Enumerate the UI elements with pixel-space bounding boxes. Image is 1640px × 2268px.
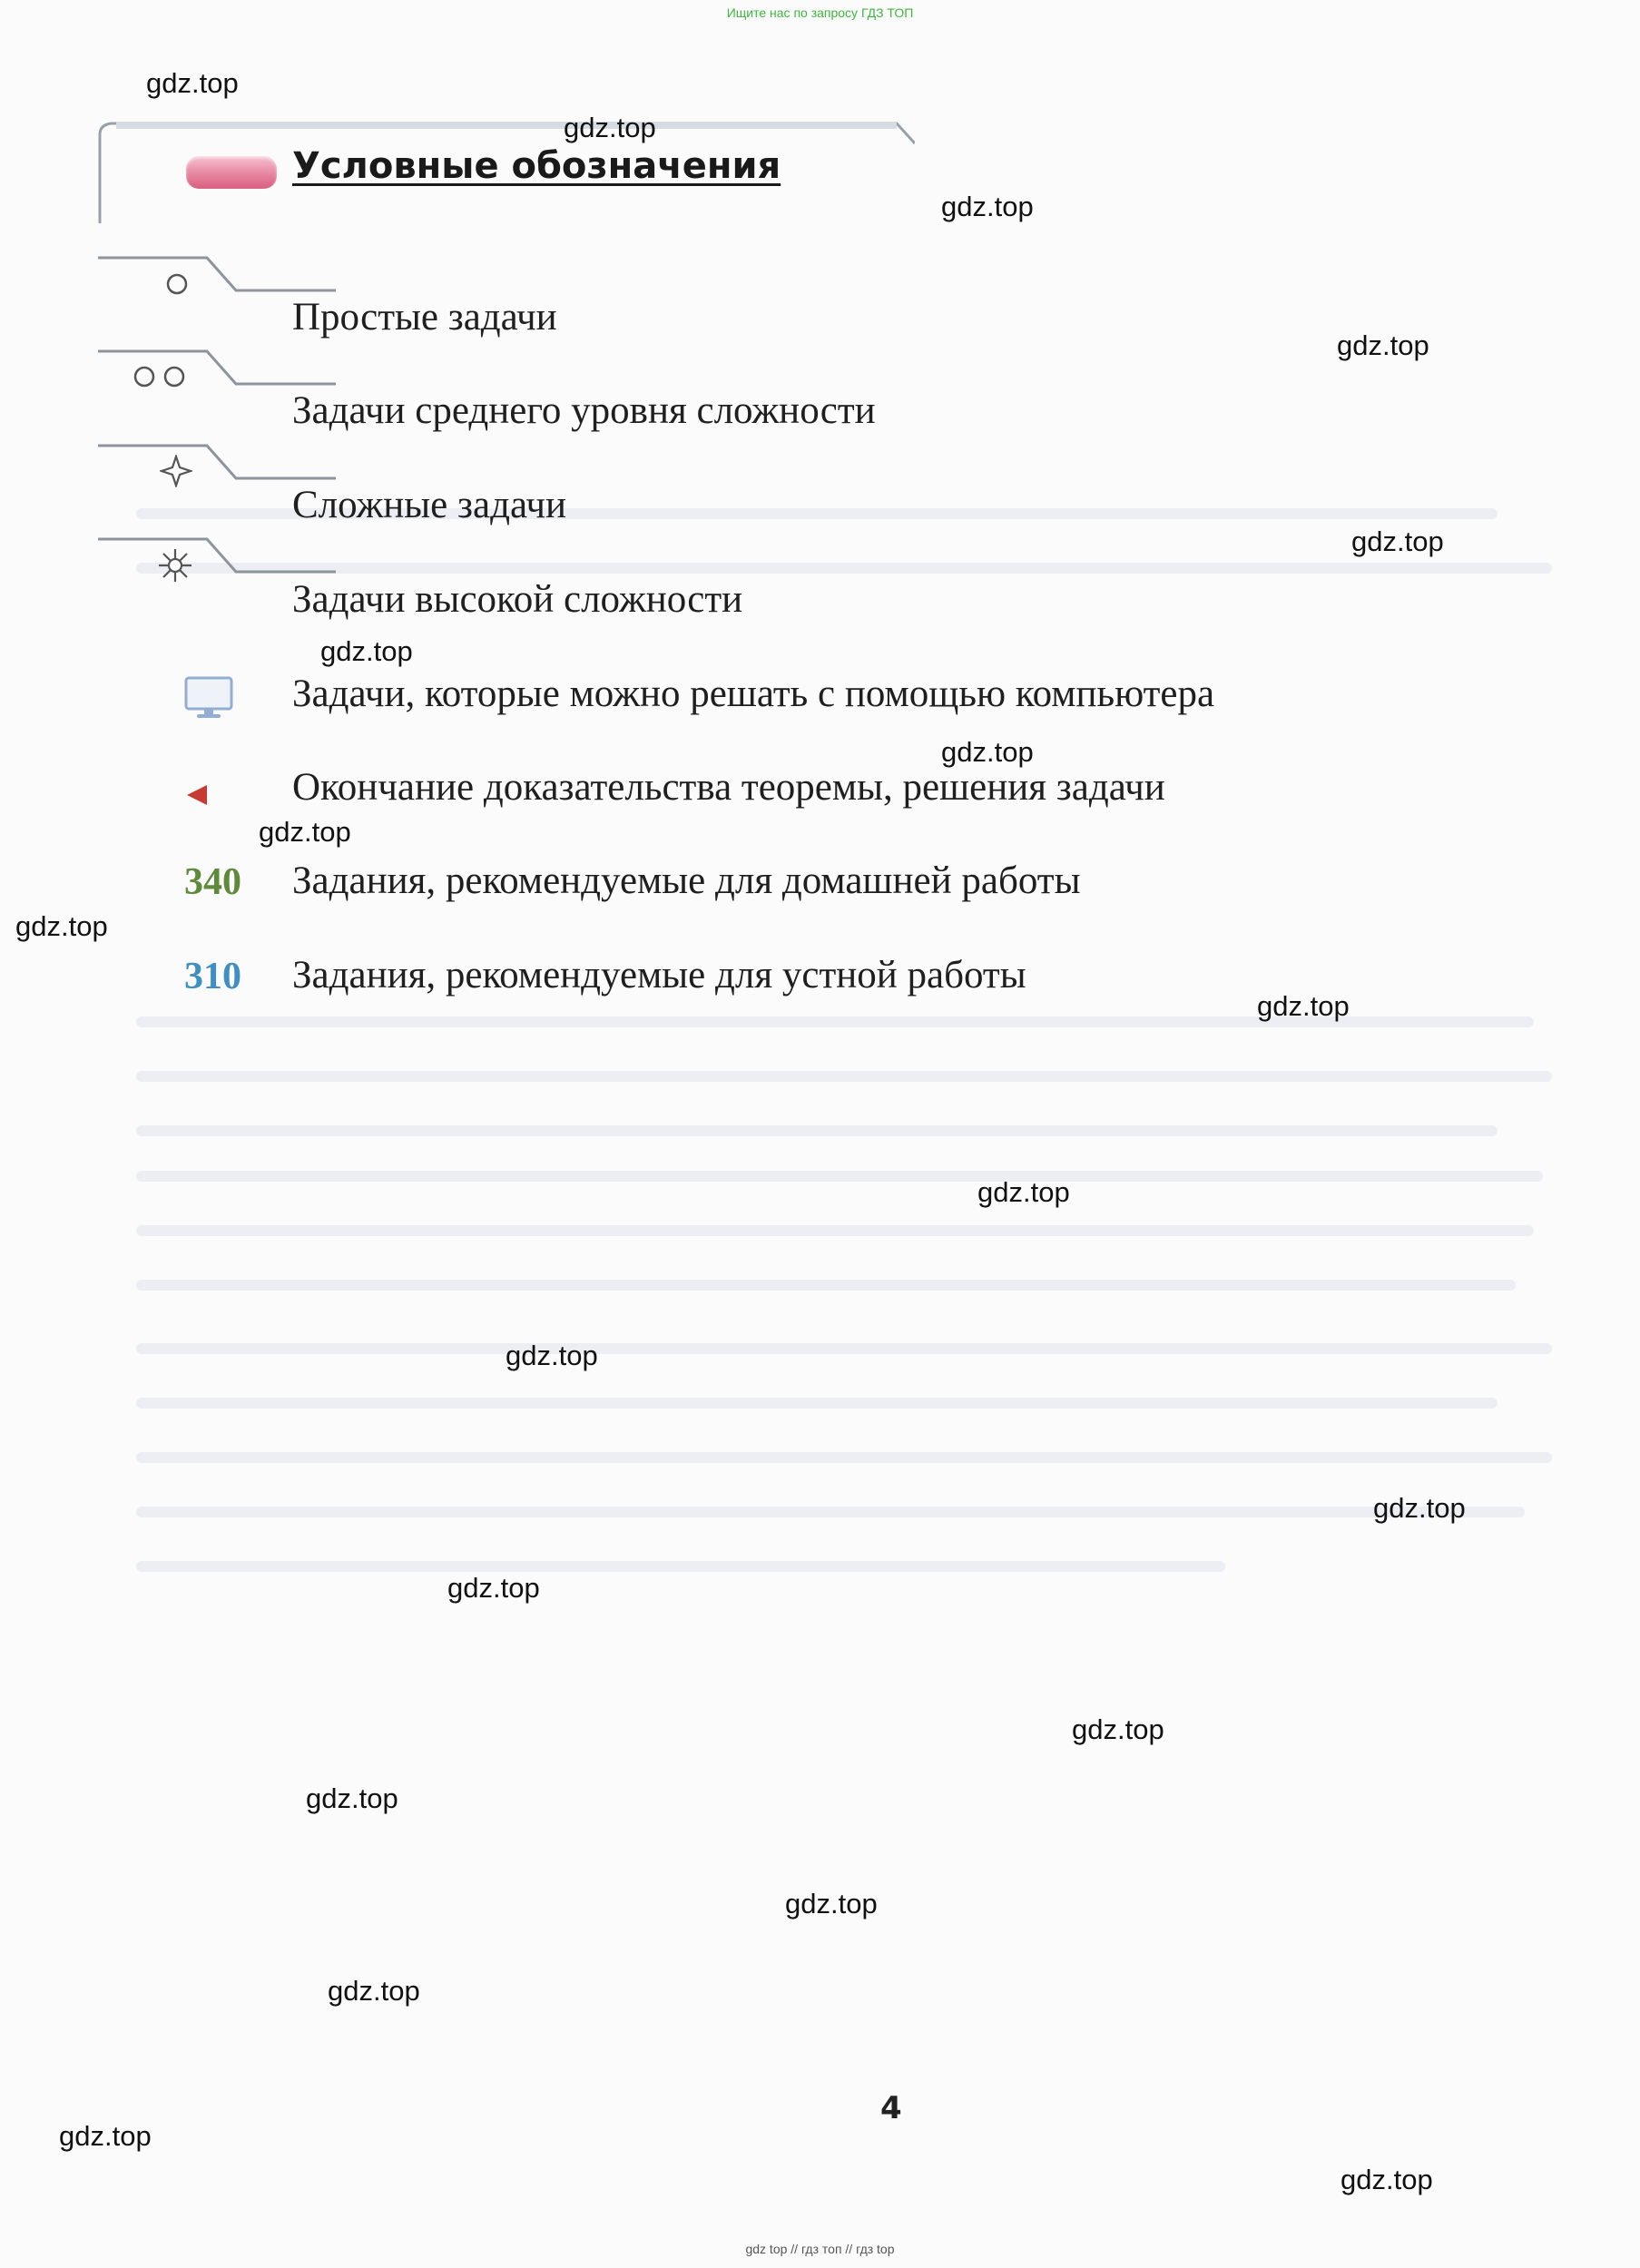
header-pill-marker (186, 156, 277, 189)
circle-icon (163, 270, 191, 298)
tab-line-hard (98, 442, 343, 482)
bottom-note: gdz top // гдз топ // гдз top (745, 2242, 895, 2256)
watermark: gdz.top (941, 191, 1034, 222)
double-circle-icon (131, 363, 191, 390)
legend-text-computer: Задачи, которые можно решать с помощью компьютера (292, 673, 1215, 715)
watermark: gdz.top (1337, 329, 1429, 361)
eight-point-star-icon (157, 547, 193, 584)
watermark: gdz.top (59, 2120, 152, 2152)
watermark: gdz.top (564, 112, 656, 143)
watermark: gdz.top (146, 67, 239, 99)
four-point-star-icon (160, 455, 192, 487)
watermark: gdz.top (306, 1782, 398, 1814)
triangle-left-icon (185, 783, 209, 807)
watermark: gdz.top (977, 1176, 1070, 1208)
tab-line-very-hard (98, 535, 343, 575)
page-title: Условные обозначения (292, 145, 781, 187)
legend-text-medium: Задачи среднего уровня сложности (292, 389, 876, 432)
oral-work-number: 310 (184, 956, 241, 997)
watermark: gdz.top (785, 1888, 878, 1919)
watermark: gdz.top (320, 635, 413, 667)
watermark: gdz.top (1072, 1713, 1164, 1745)
legend-text-very-hard: Задачи высокой сложности (292, 578, 743, 621)
watermark: gdz.top (1257, 990, 1350, 1022)
watermark: gdz.top (1351, 525, 1444, 557)
watermark: gdz.top (447, 1572, 540, 1604)
homework-number: 340 (184, 861, 241, 903)
watermark: gdz.top (259, 816, 351, 848)
computer-monitor-icon (184, 676, 233, 722)
legend-text-hard: Сложные задачи (292, 484, 566, 526)
watermark: gdz.top (1373, 1492, 1466, 1524)
legend-text-simple: Простые задачи (292, 296, 557, 339)
page-number: 4 (880, 2090, 902, 2126)
watermark: gdz.top (506, 1340, 598, 1371)
tab-line-simple (98, 254, 343, 294)
top-note: Ищите нас по запросу ГДЗ ТОП (726, 5, 914, 20)
watermark: gdz.top (15, 910, 108, 942)
watermark: gdz.top (1340, 2164, 1433, 2195)
legend-text-oral: Задания, рекомендуемые для устной работы (292, 954, 1026, 997)
legend-text-proof-end: Окончание доказательства теоремы, решения задачи (292, 766, 1165, 809)
legend-text-homework: Задания, рекомендуемые для домашней работы (292, 859, 1081, 902)
watermark: gdz.top (941, 736, 1034, 768)
watermark: gdz.top (328, 1975, 420, 2007)
